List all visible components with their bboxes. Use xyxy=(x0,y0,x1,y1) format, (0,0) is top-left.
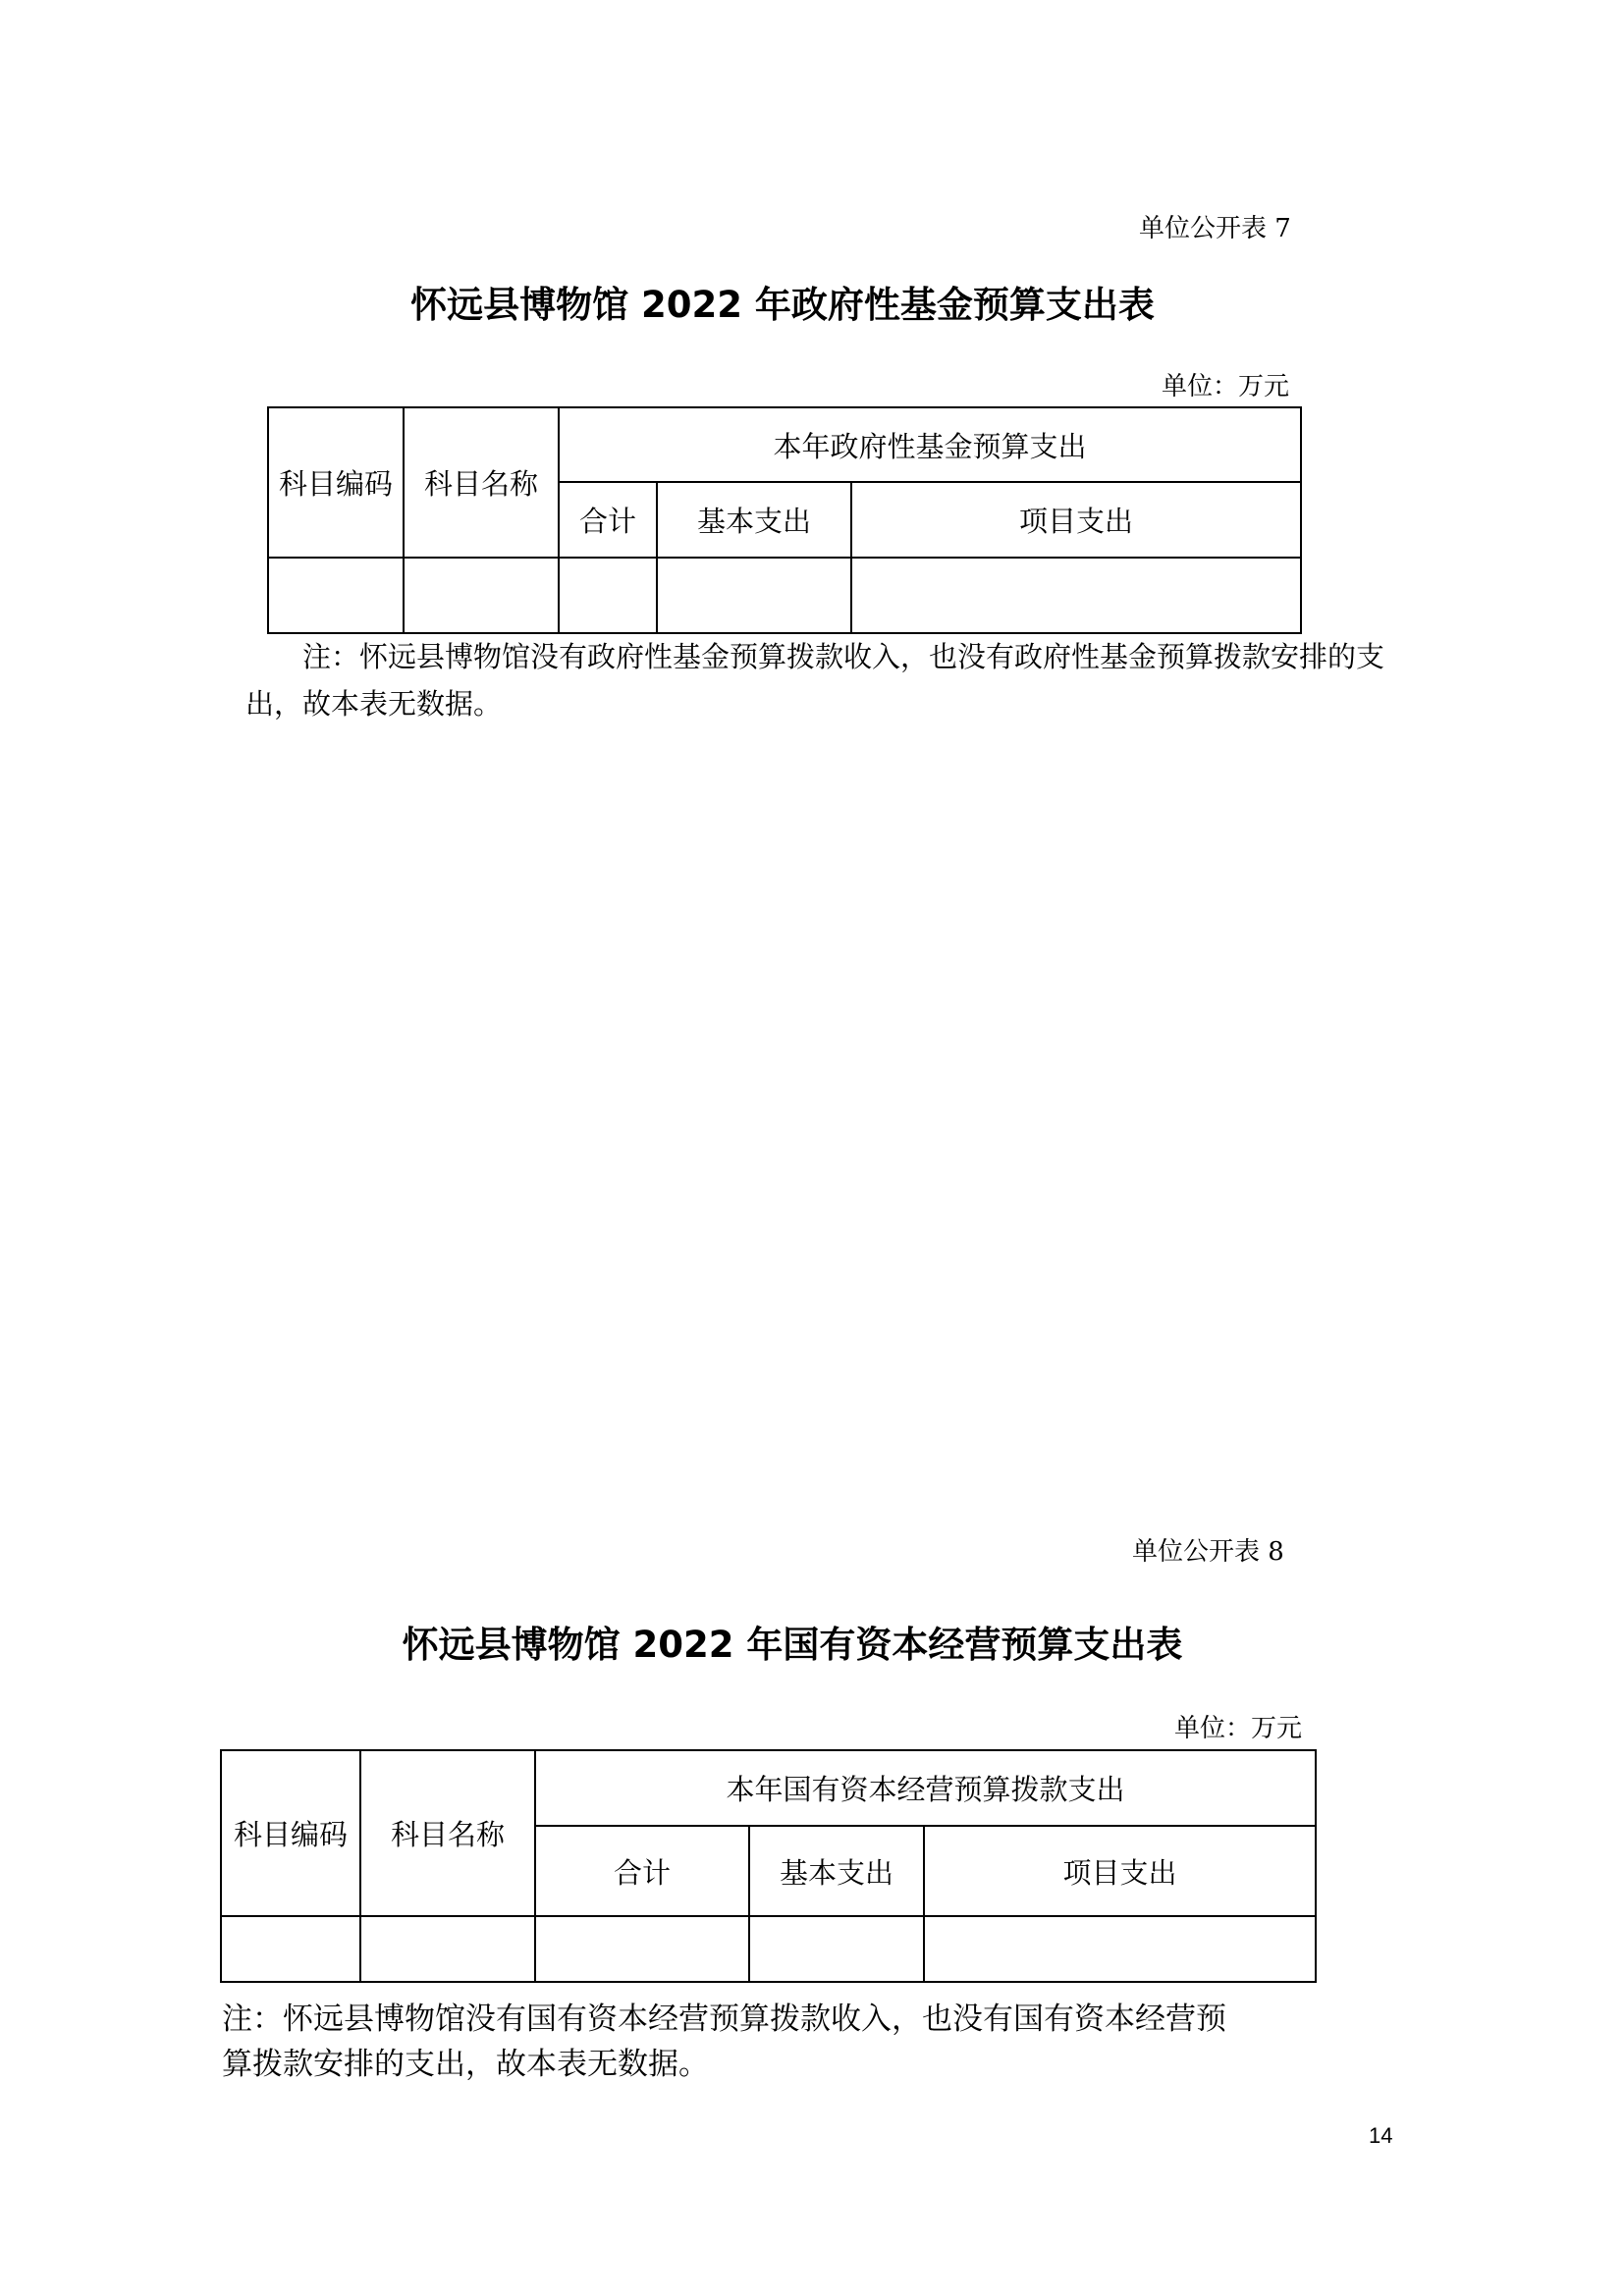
page-number: 14 xyxy=(1369,2123,1393,2148)
header-project: 项目支出 xyxy=(924,1826,1316,1916)
table-title-7: 怀远县博物馆 2022 年政府性基金预算支出表 xyxy=(410,284,1155,326)
table-title-8: 怀远县博物馆 2022 年国有资本经营预算支出表 xyxy=(402,1624,1183,1666)
cell-empty xyxy=(559,558,657,633)
budget-table-7 xyxy=(267,406,1302,634)
note-line-2-7: 出，故本表无数据。 xyxy=(245,687,503,721)
table-label-7: 单位公开表 7 xyxy=(1139,214,1291,243)
header-subject-name: 科目名称 xyxy=(404,407,559,558)
table-label-8: 单位公开表 8 xyxy=(1132,1537,1284,1567)
cell-empty xyxy=(221,1916,360,1982)
header-basic: 基本支出 xyxy=(749,1826,924,1916)
cell-empty xyxy=(749,1916,924,1982)
cell-empty xyxy=(268,558,404,633)
header-total: 合计 xyxy=(535,1826,749,1916)
header-total: 合计 xyxy=(559,482,657,558)
table-row xyxy=(268,558,1301,633)
note-line-2-8: 算拨款安排的支出，故本表无数据。 xyxy=(222,2047,709,2082)
header-subject-name: 科目名称 xyxy=(360,1750,535,1916)
unit-label-7: 单位：万元 xyxy=(1162,372,1290,401)
header-subject-code: 科目编码 xyxy=(268,407,404,558)
header-group: 本年政府性基金预算支出 xyxy=(559,407,1301,482)
cell-empty xyxy=(657,558,851,633)
header-group: 本年国有资本经营预算拨款支出 xyxy=(535,1750,1316,1826)
cell-empty xyxy=(360,1916,535,1982)
header-project: 项目支出 xyxy=(851,482,1301,558)
note-line-1-7: 注：怀远县博物馆没有政府性基金预算拨款收入，也没有政府性基金预算拨款安排的支 xyxy=(302,640,1385,673)
cell-empty xyxy=(851,558,1301,633)
cell-empty xyxy=(535,1916,749,1982)
budget-table-8 xyxy=(220,1749,1317,1983)
table-row xyxy=(221,1916,1316,1982)
header-subject-code: 科目编码 xyxy=(221,1750,360,1916)
header-basic: 基本支出 xyxy=(657,482,851,558)
cell-empty xyxy=(924,1916,1316,1982)
unit-label-8: 单位：万元 xyxy=(1174,1714,1303,1743)
cell-empty xyxy=(404,558,559,633)
note-line-1-8: 注：怀远县博物馆没有国有资本经营预算拨款收入，也没有国有资本经营预 xyxy=(222,2002,1226,2037)
